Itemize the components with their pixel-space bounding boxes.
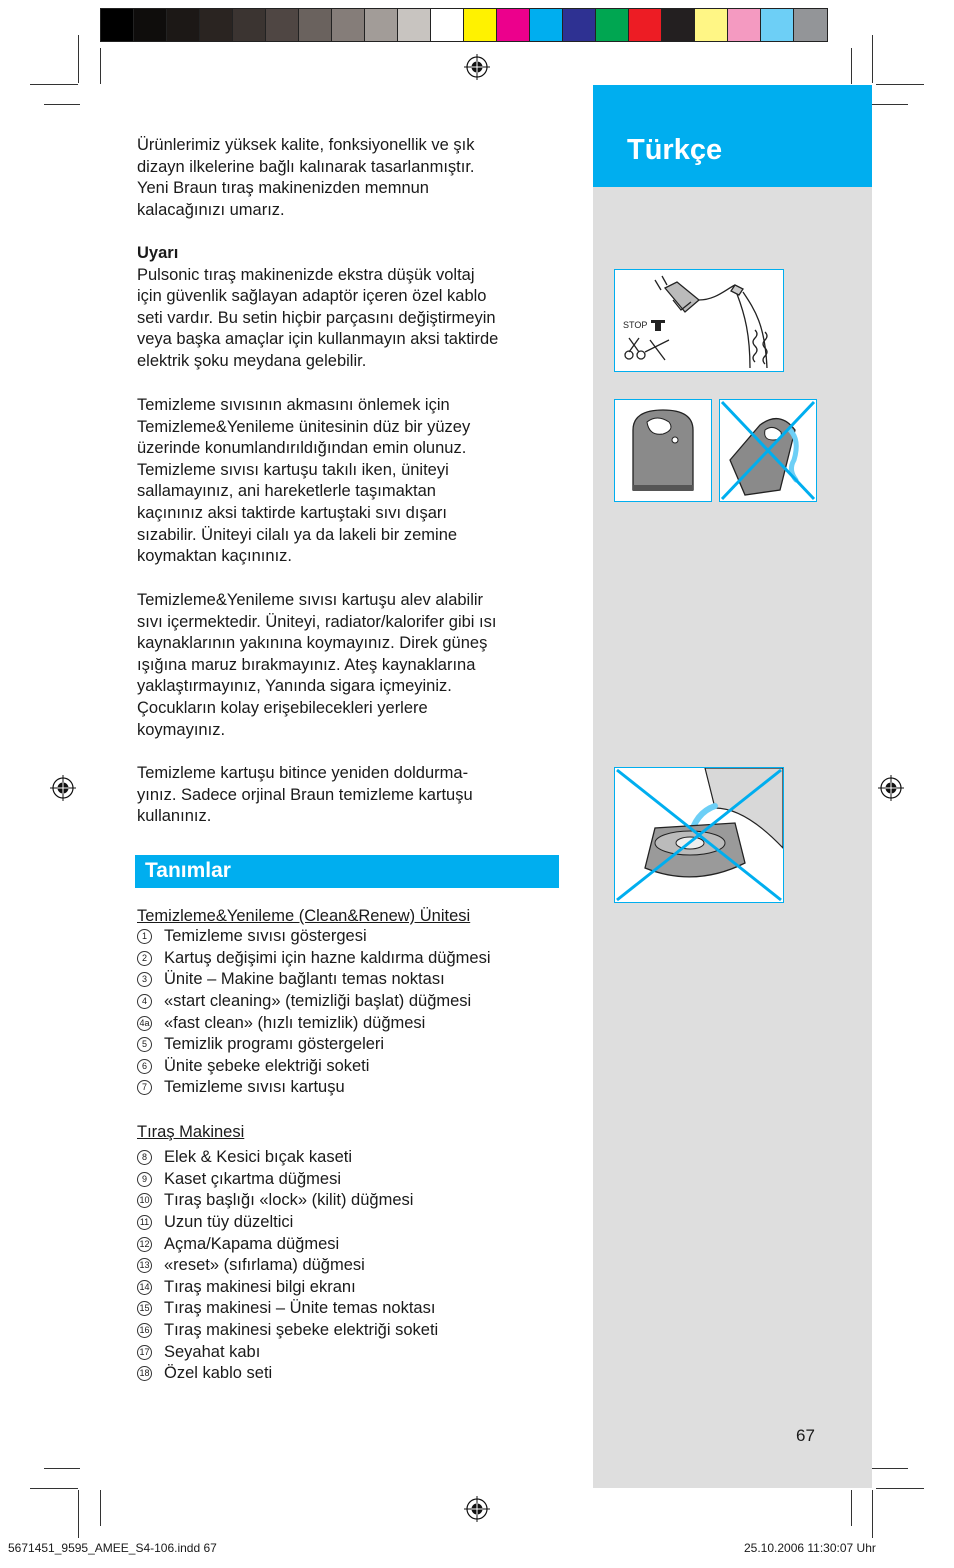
item-label: Kaset çıkartma düğmesi — [164, 1169, 341, 1188]
item-label: Temizleme sıvısı göstergesi — [164, 927, 367, 946]
item-number: 9 — [137, 1172, 152, 1187]
tilted-unit-illustration-icon — [720, 400, 816, 501]
item-number: 7 — [137, 1080, 152, 1095]
definition-item — [137, 991, 471, 1013]
item-number: 18 — [137, 1366, 152, 1381]
registration-mark-icon — [464, 1496, 490, 1522]
color-swatch — [332, 9, 365, 41]
color-swatch — [200, 9, 233, 41]
figure-unit-upright — [614, 399, 712, 502]
pouring-liquid-illustration-icon — [615, 768, 783, 902]
definition-item — [137, 1341, 260, 1363]
definition-item — [137, 1320, 438, 1342]
color-swatch — [761, 9, 794, 41]
definition-item — [137, 1255, 365, 1277]
color-swatch — [233, 9, 266, 41]
definition-item — [137, 1147, 352, 1169]
color-swatch — [431, 9, 464, 41]
crop-mark — [851, 1490, 852, 1526]
crop-mark — [78, 1490, 79, 1538]
item-number: 1 — [137, 929, 152, 944]
item-number: 11 — [137, 1215, 152, 1230]
item-label: «start cleaning» (temizliği başlat) düğmesi — [164, 992, 472, 1011]
definition-item — [137, 1169, 341, 1191]
warning-paragraph-3: Temizleme&Yenileme sıvısı kartuşu alev alabilir sıvı içermektedir. Üniteyi, radiator/kalorifer gibi ısı kaynaklarının yakınına koymayınız. Direk güneş ışığına maruz bırakmayınız. Ateş kaynaklarına yaklaştırmayınız, Yanında sigara içmeyiniz. Çocukların kolay erişebilecekleri yerlere koymayınız. — [137, 591, 497, 739]
stop-label: STOP — [623, 320, 648, 330]
item-label: Uzun tüy düzeltici — [164, 1213, 294, 1232]
item-number: 2 — [137, 951, 152, 966]
color-swatch — [629, 9, 662, 41]
item-number: 3 — [137, 972, 152, 987]
group-heading-cleaning-unit: Temizleme&Yenileme (Clean&Renew) Ünitesi — [137, 907, 471, 925]
crop-mark — [872, 104, 908, 105]
item-number: 10 — [137, 1193, 152, 1208]
intro-paragraph: Ürünlerimiz yüksek kalite, fonksiyonellik ve şık dizayn ilkelerine bağlı kalınarak tasarlanmıştır. Yeni Braun tıraş makinenizden memnun kalacağınızı umarız. — [137, 136, 475, 219]
definition-item — [137, 1277, 356, 1299]
item-number: 12 — [137, 1237, 152, 1252]
item-number: 16 — [137, 1323, 152, 1338]
definition-item — [137, 1190, 413, 1212]
color-swatch — [563, 9, 596, 41]
language-title: Türkçe — [627, 134, 723, 166]
crop-mark — [872, 35, 873, 83]
group-heading-shaver: Tıraş Makinesi — [137, 1123, 245, 1141]
item-label: Ünite şebeke elektriği soketi — [164, 1056, 370, 1075]
definition-item — [137, 969, 445, 991]
color-calibration-bar — [100, 8, 828, 42]
crop-mark — [44, 1468, 80, 1469]
item-number: 4a — [137, 1016, 152, 1031]
definition-item — [137, 1298, 435, 1320]
color-swatch — [596, 9, 629, 41]
definition-item — [137, 1012, 425, 1034]
color-swatch — [530, 9, 563, 41]
crop-mark — [78, 35, 79, 83]
crop-mark — [44, 104, 80, 105]
item-label: Seyahat kabı — [164, 1342, 261, 1361]
item-number: 5 — [137, 1037, 152, 1052]
color-swatch — [464, 9, 497, 41]
definition-item — [137, 1077, 345, 1099]
crop-mark — [872, 1490, 873, 1538]
item-label: «reset» (sıfırlama) düğmesi — [164, 1256, 365, 1275]
definition-item — [137, 1212, 293, 1234]
warning-paragraph-2: Temizleme sıvısının akmasını önlemek için Temizleme&Yenileme ünitesinin düz bir yüzey üzerinde konumlandırıldığından emin olunuz. Temizleme sıvısı kartuşu takılı iken, üniteyi sallamayınız, ani hareketlerle taşımaktan kaçınınız aksi taktirde kartuştaki sıvı dışarı sızabilir. Üniteyi cilalı ya da lakeli bir zemine koymaktan kaçınınız. — [137, 396, 471, 566]
item-label: «fast clean» (hızlı temizlik) düğmesi — [164, 1013, 426, 1032]
page-number: 67 — [796, 1426, 815, 1445]
item-label: Açma/Kapama düğmesi — [164, 1234, 340, 1253]
crop-mark — [100, 48, 101, 84]
figure-pouring-forbidden — [614, 767, 784, 903]
color-swatch — [398, 9, 431, 41]
print-footer-timestamp: 25.10.2006 11:30:07 Uhr — [744, 1541, 876, 1555]
crop-mark — [30, 84, 78, 85]
item-label: Tıraş başlığı «lock» (kilit) düğmesi — [164, 1191, 414, 1210]
item-label: Ünite – Makine bağlantı temas noktası — [164, 970, 445, 989]
item-label: Tıraş makinesi – Ünite temas noktası — [164, 1299, 436, 1318]
color-swatch — [728, 9, 761, 41]
definition-item — [137, 1233, 339, 1255]
item-number: 8 — [137, 1150, 152, 1165]
crop-mark — [851, 48, 852, 84]
registration-mark-icon — [50, 775, 76, 801]
figure-unit-tilted-forbidden — [719, 399, 817, 502]
item-label: Özel kablo seti — [164, 1364, 273, 1383]
crop-mark — [100, 1490, 101, 1526]
color-swatch — [695, 9, 728, 41]
color-swatch — [662, 9, 695, 41]
crop-mark — [30, 1488, 78, 1489]
item-number: 13 — [137, 1258, 152, 1273]
definition-item — [137, 1363, 272, 1385]
item-number: 15 — [137, 1301, 152, 1316]
crop-mark — [876, 84, 924, 85]
item-label: Elek & Kesici bıçak kaseti — [164, 1148, 352, 1167]
warning-heading: Uyarı — [137, 244, 179, 262]
registration-mark-icon — [464, 54, 490, 80]
color-swatch — [266, 9, 299, 41]
figure-power-cord — [614, 269, 784, 372]
crop-mark — [872, 1468, 908, 1469]
color-swatch — [299, 9, 332, 41]
definition-item — [137, 926, 367, 948]
item-label: Kartuş değişimi için hazne kaldırma düğmesi — [164, 948, 491, 967]
definition-item — [137, 1056, 369, 1078]
definition-item — [137, 948, 490, 970]
color-swatch — [167, 9, 200, 41]
power-plug-illustration-icon — [615, 270, 783, 371]
item-number: 4 — [137, 994, 152, 1009]
color-swatch — [365, 9, 398, 41]
crop-mark — [876, 1488, 924, 1489]
item-label: Temizlik programı göstergeleri — [164, 1035, 385, 1054]
item-label: Tıraş makinesi şebeke elektriği soketi — [164, 1321, 439, 1340]
item-number: 6 — [137, 1059, 152, 1074]
registration-mark-icon — [878, 775, 904, 801]
warning-paragraph-4: Temizleme kartuşu bitince yeniden doldurma- yınız. Sadece orjinal Braun temizleme kartuşu kullanınız. — [137, 764, 473, 826]
print-footer-file: 5671451_9595_AMEE_S4-106.indd 67 — [8, 1541, 217, 1555]
item-number: 14 — [137, 1280, 152, 1295]
warning-paragraph-1: Uyarı Pulsonic tıraş makinenizde ekstra düşük voltaj için güvenlik sağlayan adaptör içeren özel kablo seti vardır. Bu setin hiçbir parçasını değiştirmeyin veya başka amaçlar için kullanmayın aksi taktirde elektrik şoku meydana gelebilir. — [137, 243, 567, 373]
section-title: Tanımlar — [145, 859, 231, 882]
color-swatch — [101, 9, 134, 41]
color-swatch — [497, 9, 530, 41]
item-label: Temizleme sıvısı kartuşu — [164, 1078, 345, 1097]
item-label: Tıraş makinesi bilgi ekranı — [164, 1277, 356, 1296]
item-number: 17 — [137, 1345, 152, 1360]
color-swatch — [794, 9, 827, 41]
definition-item — [137, 1034, 384, 1056]
cleaning-unit-illustration-icon — [615, 400, 711, 501]
color-swatch — [134, 9, 167, 41]
